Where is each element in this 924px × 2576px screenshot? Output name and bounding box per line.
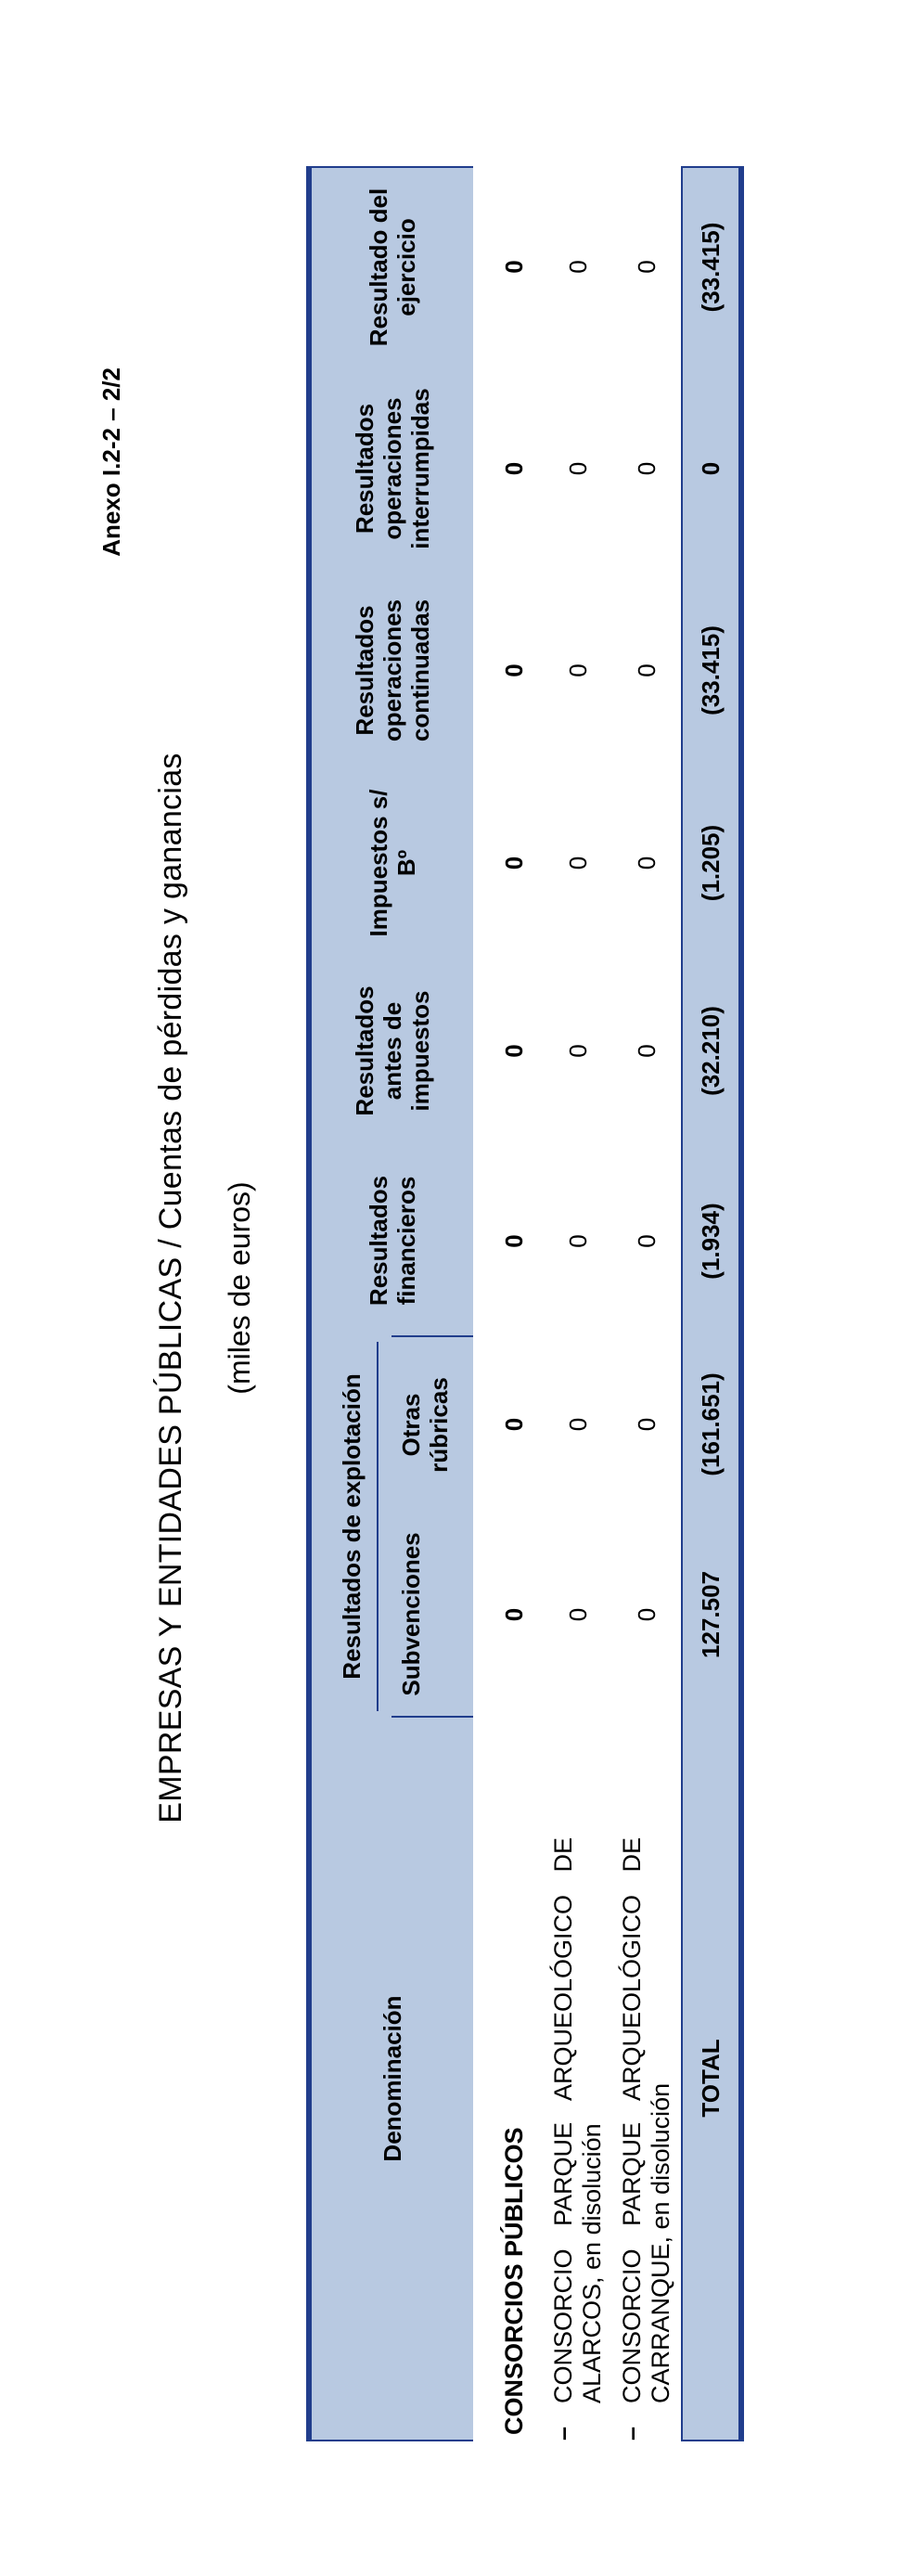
cell-value: 0	[563, 1417, 592, 1432]
cell-value: 0	[499, 461, 528, 476]
total-value: (1.934)	[682, 1146, 741, 1336]
header-impuestos: Impuestos s/ Bº	[309, 770, 473, 956]
header-group-explotacion-label: Resultados de explotación	[338, 1342, 379, 1711]
cell-value: 0	[563, 663, 592, 677]
header-otras-rubricas: Otras rúbricas	[391, 1336, 473, 1513]
header-resultados-antes-impuestos: Resultados antes de impuestos	[309, 956, 473, 1146]
cell-value: 0	[563, 1234, 592, 1248]
cell-value: 0	[632, 663, 661, 677]
total-value: 127.507	[682, 1513, 741, 1717]
row-dash: –	[618, 2426, 646, 2441]
section-label: CONSORCIOS PÚBLICOS	[499, 2127, 528, 2435]
cell-value: 0	[563, 1607, 592, 1622]
row-dash: –	[549, 2426, 577, 2441]
total-value: 0	[682, 367, 741, 571]
cell-value: 0	[632, 1417, 661, 1432]
cell-value: 0	[632, 1607, 661, 1622]
header-group-explotacion	[309, 1336, 391, 1717]
table-row	[544, 167, 612, 2441]
cell-value: 0	[632, 856, 661, 870]
cell-value: 0	[632, 1044, 661, 1058]
total-value: (161.651)	[682, 1336, 741, 1513]
header-denominacion: Denominación	[309, 1717, 473, 2441]
page-title: EMPRESAS Y ENTIDADES PÚBLICAS / Cuentas de pérdidas y ganancias	[153, 753, 188, 1823]
total-value: (33.415)	[682, 571, 741, 770]
total-value: (33.415)	[682, 167, 741, 367]
cell-value: 0	[563, 260, 592, 274]
header-subvenciones: Subvenciones	[391, 1513, 473, 1717]
cell-value: 0	[632, 1234, 661, 1248]
page-subtitle: (miles de euros)	[223, 1181, 256, 1395]
table-row	[612, 167, 682, 2441]
cell-value: 0	[499, 663, 528, 677]
cell-value: 0	[499, 1607, 528, 1622]
table-row-section	[473, 167, 544, 2441]
cell-value: 0	[563, 1044, 592, 1058]
header-operaciones-continuadas: Resultados operaciones continuadas	[309, 571, 473, 770]
cell-value: 0	[499, 260, 528, 274]
entity-name: CONSORCIO PARQUE ARQUEOLÓGICO DE ALARCOS, en disolución	[549, 1837, 606, 2403]
cell-value: 0	[499, 1234, 528, 1248]
cell-value: 0	[563, 856, 592, 870]
entity-name: CONSORCIO PARQUE ARQUEOLÓGICO DE CARRANQUE, en disolución	[618, 1837, 674, 2403]
annex-label: Anexo I.2-2 – 2/2	[97, 367, 125, 557]
entity-name-cell	[544, 1717, 612, 2441]
results-table-wrapper	[306, 168, 735, 2441]
header-resultado-ejercicio: Resultado del ejercicio	[309, 167, 473, 367]
table-row-total	[682, 167, 741, 2441]
cell-value: 0	[563, 461, 592, 476]
header-operaciones-interrumpidas: Resultados operaciones interrumpidas	[309, 367, 473, 571]
total-label: TOTAL	[682, 1717, 741, 2441]
cell-value: 0	[632, 461, 661, 476]
cell-value: 0	[499, 856, 528, 870]
results-table	[306, 166, 744, 2441]
total-value: (32.210)	[682, 956, 741, 1146]
entity-name-cell	[612, 1717, 682, 2441]
cell-value: 0	[499, 1417, 528, 1432]
cell-value: 0	[632, 260, 661, 274]
total-value: (1.205)	[682, 770, 741, 956]
header-resultados-financieros: Resultados financieros	[309, 1146, 473, 1336]
cell-value: 0	[499, 1044, 528, 1058]
